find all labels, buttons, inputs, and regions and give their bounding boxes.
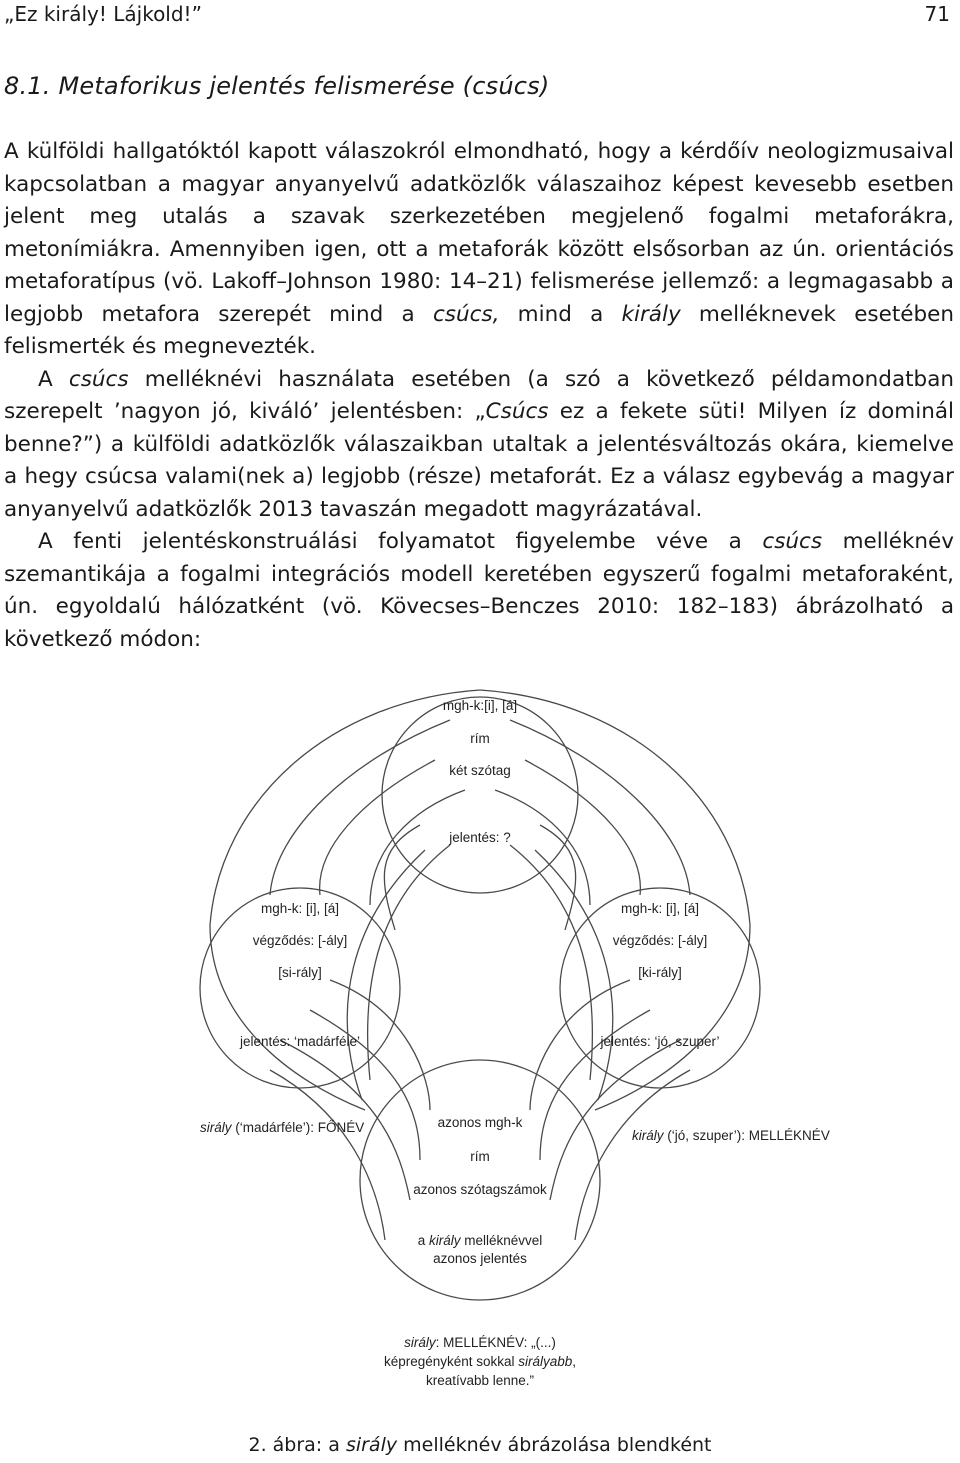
bottom-line-4a-post: melléknévvel bbox=[460, 1233, 543, 1248]
blend-line-1-rest: : MELLÉKNÉV: „(...) bbox=[435, 1335, 556, 1350]
top-line-1: mgh-k:[i], [á] bbox=[442, 698, 518, 713]
term-kiraly: király bbox=[621, 301, 681, 327]
paragraph-3 bbox=[4, 526, 954, 656]
connector-line bbox=[510, 845, 592, 1080]
connector-line bbox=[480, 690, 750, 925]
paragraph-2-end: ez a fekete süti! Milyen íz dominál benne?”) a külföldi adatközlők válaszaikban utaltak a jelentésváltozás okára, kiemelve a hegy csúcsa valami(nek a) legjobb (része) metaforát. Ez a válasz egybevág a magyar anyanyelvű adatközlők 2013 tavaszán megadott magyrázatával. bbox=[4, 399, 954, 522]
left-space-label bbox=[200, 1120, 364, 1135]
bottom-line-4b: azonos jelentés bbox=[433, 1251, 527, 1266]
blend-diagram bbox=[180, 680, 830, 1400]
left-line-2: végződés: [-ály] bbox=[252, 933, 348, 948]
left-line-4: jelentés: ‘madárféle’ bbox=[239, 1034, 361, 1049]
term-csucs: csúcs bbox=[762, 529, 823, 554]
right-label-rest: (‘jó, szuper’): MELLÉKNÉV bbox=[663, 1128, 830, 1143]
right-line-4: jelentés: ‘jó, szuper’ bbox=[600, 1034, 720, 1049]
connector-line bbox=[550, 1040, 680, 1200]
bottom-line-4a-word: király bbox=[428, 1233, 461, 1248]
connector-line bbox=[510, 720, 690, 895]
connector-line bbox=[270, 720, 450, 895]
blend-quote-line-1 bbox=[404, 1335, 556, 1350]
right-line-2: végződés: [-ály] bbox=[612, 933, 708, 948]
paragraph-1 bbox=[4, 136, 954, 364]
connector-line bbox=[535, 850, 613, 1100]
connector-line bbox=[525, 760, 640, 895]
right-label-word: király bbox=[632, 1128, 664, 1143]
body-text bbox=[4, 136, 954, 656]
caption-word: sirály bbox=[345, 1434, 398, 1456]
figure-caption bbox=[0, 1434, 960, 1456]
connector-line bbox=[384, 825, 420, 930]
page-number: 71 bbox=[924, 2, 950, 26]
caption-pre: 2. ábra: a bbox=[248, 1434, 346, 1456]
connector-line bbox=[575, 1070, 690, 1240]
left-line-1: mgh-k: [i], [á] bbox=[260, 901, 340, 916]
term-csucs: csúcs, bbox=[432, 301, 500, 327]
bottom-line-3: azonos szótagszámok bbox=[413, 1182, 547, 1197]
paragraph-3-end: melléknév szemantikája a fogalmi integrációs modell keretében egyszerű fogalmi metaforaként, ún. egyoldalú hálózatként (vö. Kövecses–Benczes 2010: 182–183) ábrázolható a következő módon: bbox=[4, 529, 954, 652]
right-line-3: [ki-rály] bbox=[638, 965, 682, 980]
running-title: „Ez király! Lájkold!” bbox=[4, 2, 202, 26]
connector-line bbox=[495, 790, 590, 905]
connector-line bbox=[347, 850, 425, 1100]
left-label-rest: (‘madárféle’): FŐNÉV bbox=[231, 1120, 365, 1135]
blend-diagram-svg bbox=[180, 680, 830, 1400]
term-csucs-example: Csúcs bbox=[485, 399, 549, 424]
section-title-term: csúcs bbox=[472, 72, 540, 100]
blend-word: sirály bbox=[404, 1335, 436, 1350]
top-line-2: rím bbox=[470, 731, 490, 746]
paragraph-2 bbox=[4, 364, 954, 527]
connector-line bbox=[540, 825, 576, 930]
left-label-word: sirály bbox=[200, 1120, 232, 1135]
connector-line bbox=[595, 925, 750, 1110]
bottom-line-1: azonos mgh-k bbox=[437, 1115, 523, 1130]
running-head bbox=[4, 2, 954, 30]
section-title-close: ) bbox=[539, 72, 550, 100]
connector-line bbox=[368, 845, 450, 1080]
section-title: Metaforikus jelentés felismerése ( bbox=[58, 72, 473, 100]
section-heading bbox=[4, 72, 549, 100]
paragraph-2-start: A bbox=[38, 366, 69, 392]
bottom-line-4a bbox=[418, 1233, 543, 1248]
paragraph-2-mid: melléknévi használata esetében (a szó a következő példamondatban szerepelt ’nagyon jó, kiváló’ jelentésben: „ bbox=[4, 366, 954, 424]
connector-line bbox=[210, 690, 480, 925]
left-line-3: [si-rály] bbox=[278, 965, 322, 980]
connector-line bbox=[320, 760, 435, 895]
connector-line bbox=[210, 925, 365, 1110]
top-line-4: jelentés: ? bbox=[449, 830, 511, 845]
paragraph-1-end: melléknevek esetében felismerték és megnevezték. bbox=[4, 301, 955, 359]
caption-post: melléknév ábrázolása blendként bbox=[397, 1434, 712, 1456]
connector-line bbox=[270, 1070, 385, 1240]
paragraph-1-text: A külföldi hallgatóktól kapott válaszokról elmondható, hogy a kérdőív neologizmusaival kapcsolatban a magyar anyanyelvű adatközlők válaszaihoz képest kevesebb esetben jelent meg utalás a szavak szerkezetében megjelenő fogalmi metaforákra, metonímiákra. Amennyiben igen, ott a metaforák között elsősorban az ún. orientációs metaforatípus (vö. Lakoff–Johnson 1980: 14–21) felismerése jellemző: a legmagasabb a legjobb metafora szerepét mind a bbox=[4, 139, 954, 327]
paragraph-1-mid: mind a bbox=[499, 301, 622, 327]
blend-line-2-post: , bbox=[572, 1354, 577, 1369]
bottom-line-4a-pre: a bbox=[417, 1233, 429, 1248]
blend-quote-line-2 bbox=[384, 1354, 576, 1369]
term-csucs: csúcs bbox=[68, 366, 129, 392]
top-line-3: két szótag bbox=[449, 763, 511, 778]
bottom-line-2: rím bbox=[470, 1149, 490, 1164]
right-line-1: mgh-k: [i], [á] bbox=[620, 901, 700, 916]
connector-line bbox=[370, 790, 465, 905]
right-space-label bbox=[632, 1128, 830, 1143]
paragraph-3-start: A fenti jelentéskonstruálási folyamatot figyelembe véve a bbox=[38, 529, 763, 554]
blend-line-2-word: sirályabb bbox=[518, 1354, 573, 1369]
blend-quote-line-3: kreatívabb lenne.” bbox=[425, 1373, 535, 1388]
blend-line-2-pre: képregényként sokkal bbox=[383, 1354, 519, 1369]
section-number: 8.1. bbox=[4, 72, 51, 100]
